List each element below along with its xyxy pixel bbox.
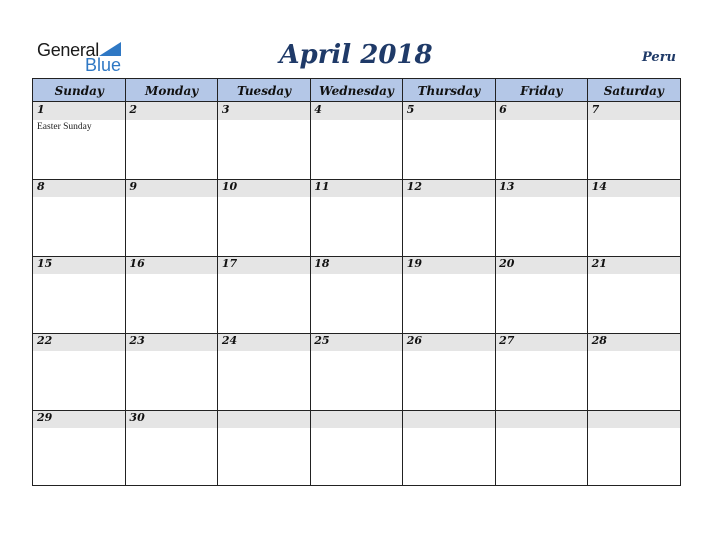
date-number: 30 bbox=[129, 411, 145, 424]
day-cell[interactable] bbox=[218, 179, 310, 256]
date-number: 16 bbox=[129, 257, 145, 270]
date-number: 25 bbox=[314, 334, 330, 347]
logo-text-general: General bbox=[37, 40, 99, 60]
day-cell[interactable] bbox=[403, 410, 495, 487]
grid-column-divider bbox=[495, 79, 496, 485]
grid-column-divider bbox=[125, 79, 126, 485]
day-cell[interactable] bbox=[495, 179, 587, 256]
day-cell[interactable] bbox=[33, 102, 125, 179]
day-cell[interactable] bbox=[495, 256, 587, 333]
weekday-tuesday: Tuesday bbox=[237, 84, 292, 98]
logo-text-blue: Blue bbox=[85, 55, 122, 75]
date-number: 1 bbox=[37, 103, 45, 116]
weekday-header-row bbox=[33, 79, 680, 102]
date-number: 28 bbox=[591, 334, 607, 347]
date-number: 5 bbox=[406, 103, 415, 116]
date-band bbox=[403, 410, 495, 428]
date-number: 7 bbox=[591, 103, 600, 116]
date-number: 18 bbox=[314, 257, 330, 270]
day-cell[interactable] bbox=[33, 410, 125, 487]
day-cell[interactable] bbox=[218, 256, 310, 333]
day-cell[interactable] bbox=[125, 179, 217, 256]
day-cell[interactable] bbox=[310, 179, 402, 256]
day-cell[interactable] bbox=[310, 333, 402, 410]
grid-column-divider bbox=[310, 79, 311, 485]
date-number: 9 bbox=[129, 180, 138, 193]
day-cell[interactable] bbox=[588, 102, 680, 179]
day-cell[interactable] bbox=[218, 102, 310, 179]
weekday-wednesday: Wednesday bbox=[319, 84, 394, 98]
day-cell[interactable] bbox=[218, 333, 310, 410]
day-cell[interactable] bbox=[310, 256, 402, 333]
day-cell[interactable] bbox=[403, 256, 495, 333]
day-cell[interactable] bbox=[588, 179, 680, 256]
date-number: 4 bbox=[314, 103, 322, 116]
grid-column-divider bbox=[217, 79, 218, 485]
date-number: 15 bbox=[37, 257, 53, 270]
day-cell[interactable] bbox=[495, 410, 587, 487]
day-cell[interactable] bbox=[403, 179, 495, 256]
weekday-monday: Monday bbox=[145, 84, 199, 98]
date-band bbox=[218, 410, 310, 428]
date-band bbox=[33, 102, 125, 120]
date-number: 6 bbox=[499, 103, 507, 116]
day-cell[interactable] bbox=[125, 102, 217, 179]
day-cell[interactable] bbox=[588, 256, 680, 333]
date-number: 8 bbox=[37, 180, 45, 193]
date-number: 17 bbox=[221, 257, 238, 270]
calendar-title: April 2018 bbox=[279, 40, 433, 70]
calendar-grid bbox=[32, 78, 681, 486]
day-cell[interactable] bbox=[310, 410, 402, 487]
day-cell[interactable] bbox=[125, 410, 217, 487]
date-band bbox=[588, 410, 680, 428]
date-band bbox=[218, 102, 310, 120]
day-cell[interactable] bbox=[588, 410, 680, 487]
date-number: 3 bbox=[221, 103, 230, 116]
date-band bbox=[588, 102, 680, 120]
date-band bbox=[310, 410, 402, 428]
date-number: 24 bbox=[221, 334, 238, 347]
grid-row-divider bbox=[33, 410, 680, 411]
date-number: 14 bbox=[591, 180, 607, 193]
date-number: 20 bbox=[499, 257, 515, 270]
grid-column-divider bbox=[402, 79, 403, 485]
day-cell[interactable] bbox=[310, 102, 402, 179]
day-cell[interactable] bbox=[403, 102, 495, 179]
date-number: 22 bbox=[37, 334, 53, 347]
date-number: 12 bbox=[406, 180, 423, 193]
grid-column-divider bbox=[587, 79, 588, 485]
day-cell[interactable] bbox=[33, 256, 125, 333]
grid-row-divider bbox=[33, 179, 680, 180]
date-number: 29 bbox=[37, 411, 53, 424]
day-cell[interactable] bbox=[588, 333, 680, 410]
date-band bbox=[495, 102, 587, 120]
date-band bbox=[495, 410, 587, 428]
day-cell[interactable] bbox=[33, 179, 125, 256]
day-cell[interactable] bbox=[495, 102, 587, 179]
holiday-label: Easter Sunday bbox=[37, 122, 92, 132]
date-number: 13 bbox=[499, 180, 515, 193]
weekday-sunday: Sunday bbox=[54, 84, 104, 98]
day-cell[interactable] bbox=[125, 333, 217, 410]
date-band bbox=[125, 102, 217, 120]
weekday-friday: Friday bbox=[520, 84, 563, 98]
date-number: 26 bbox=[406, 334, 423, 347]
date-number: 2 bbox=[129, 103, 138, 116]
date-number: 23 bbox=[129, 334, 145, 347]
day-cell[interactable] bbox=[125, 256, 217, 333]
country-label: Peru bbox=[642, 50, 676, 65]
day-cell[interactable] bbox=[495, 333, 587, 410]
day-cell[interactable] bbox=[218, 410, 310, 487]
date-band bbox=[33, 179, 125, 197]
date-band bbox=[403, 102, 495, 120]
grid-row-divider bbox=[33, 256, 680, 257]
grid-row-divider bbox=[33, 333, 680, 334]
date-band bbox=[125, 179, 217, 197]
date-number: 19 bbox=[406, 257, 423, 270]
date-band bbox=[310, 102, 402, 120]
date-number: 27 bbox=[499, 334, 515, 347]
date-number: 11 bbox=[314, 180, 330, 193]
date-number: 21 bbox=[591, 257, 607, 270]
day-cell[interactable] bbox=[33, 333, 125, 410]
day-cell[interactable] bbox=[403, 333, 495, 410]
weekday-saturday: Saturday bbox=[603, 84, 664, 98]
weekday-thursday: Thursday bbox=[417, 84, 481, 98]
date-number: 10 bbox=[221, 180, 238, 193]
